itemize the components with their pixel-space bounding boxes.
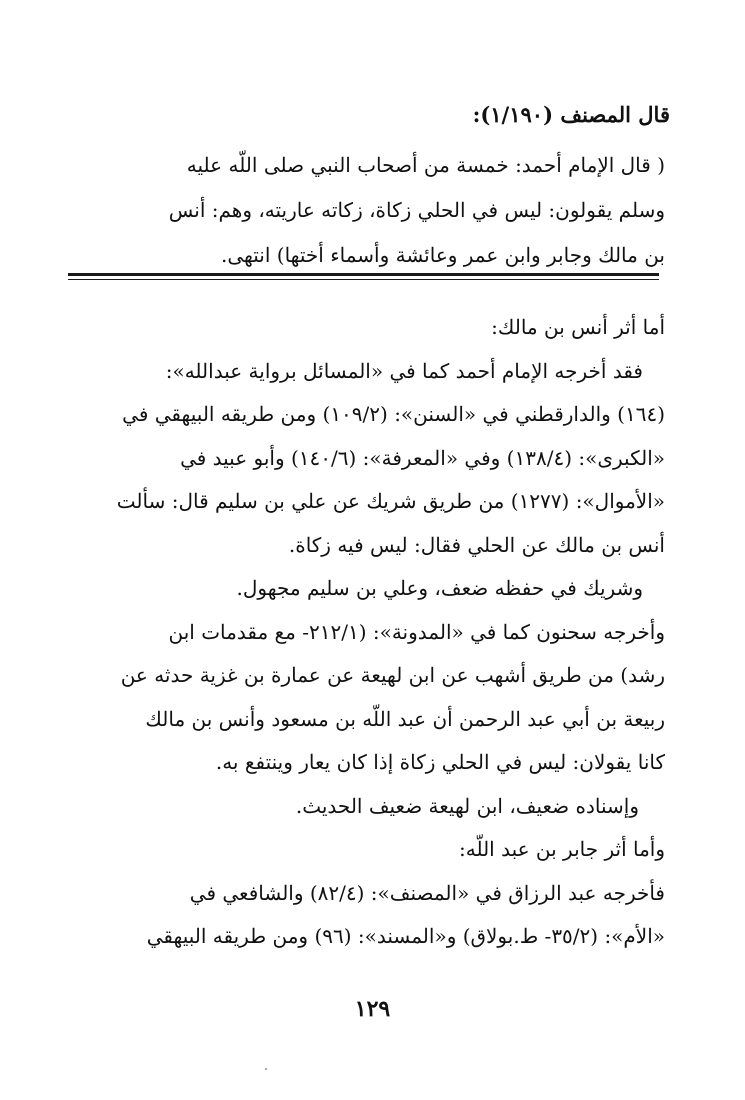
body-line: (١٦٤) والدارقطني في «السنن»: (١٠٩/٢) ومن طريقه البيهقي في: [122, 402, 665, 426]
quote-line: وسلم يقولون: ليس في الحلي زكاة، زكاته عاريته، وهم: أنس: [168, 198, 665, 222]
body-line: كانا يقولان: ليس في الحلي زكاة إذا كان يعار وينتفع به.: [215, 750, 665, 774]
commentary-text: [70, 306, 665, 959]
quote-line: بن مالك وجابر وابن عمر وعائشة وأسماء أختها) انتهى.: [221, 243, 665, 267]
body-line: رشد) من طريق أشهب عن ابن لهيعة عن عمارة بن غزية حدثه عن: [120, 663, 665, 687]
body-line: «الكبرى»: (١٣٨/٤) وفي «المعرفة»: (١٤٠/٦) وأبو عبيد في: [180, 445, 665, 470]
scan-speck: [265, 1068, 267, 1070]
section-heading: قال المصنف (١/١٩٠):: [472, 102, 670, 127]
page-number: ١٢٩: [354, 996, 391, 1022]
body-line: وأخرجه سحنون كما في «المدونة»: (٢١٢/١- مع مقدمات ابن: [168, 619, 665, 644]
body-line: ربيعة بن أبي عبد الرحمن أن عبد اللّه بن مسعود وأنس بن مالك: [145, 706, 665, 731]
body-line: فأخرجه عبد الرزاق في «المصنف»: (٨٢/٤) والشافعي في: [189, 880, 665, 905]
body-line: «الأم»: (٣٥/٢- ط.بولاق) و«المسند»: (٩٦) ومن طريقه البيهقي: [146, 924, 665, 948]
body-line: «الأموال»: (١٢٧٧) من طريق شريك عن علي بن سليم قال: سألت: [116, 489, 665, 513]
body-line: وإسناده ضعيف، ابن لهيعة ضعيف الحديث.: [295, 793, 639, 818]
quote-line: ( قال الإمام أحمد: خمسة من أصحاب النبي صلى اللّه عليه: [186, 153, 665, 177]
body-line: أنس بن مالك عن الحلي فقال: ليس فيه زكاة.: [288, 532, 665, 557]
body-line: أما أثر أنس بن مالك:: [491, 315, 665, 339]
divider-thin: [68, 279, 659, 280]
body-line: وأما أثر جابر بن عبد اللّه:: [458, 837, 665, 861]
divider-thick: [68, 273, 659, 276]
quoted-text: [75, 143, 665, 278]
body-line: وشريك في حفظه ضعف، وعلي بن سليم مجهول.: [236, 576, 643, 600]
body-line: فقد أخرجه الإمام أحمد كما في «المسائل برواية عبدالله»:: [165, 358, 643, 383]
